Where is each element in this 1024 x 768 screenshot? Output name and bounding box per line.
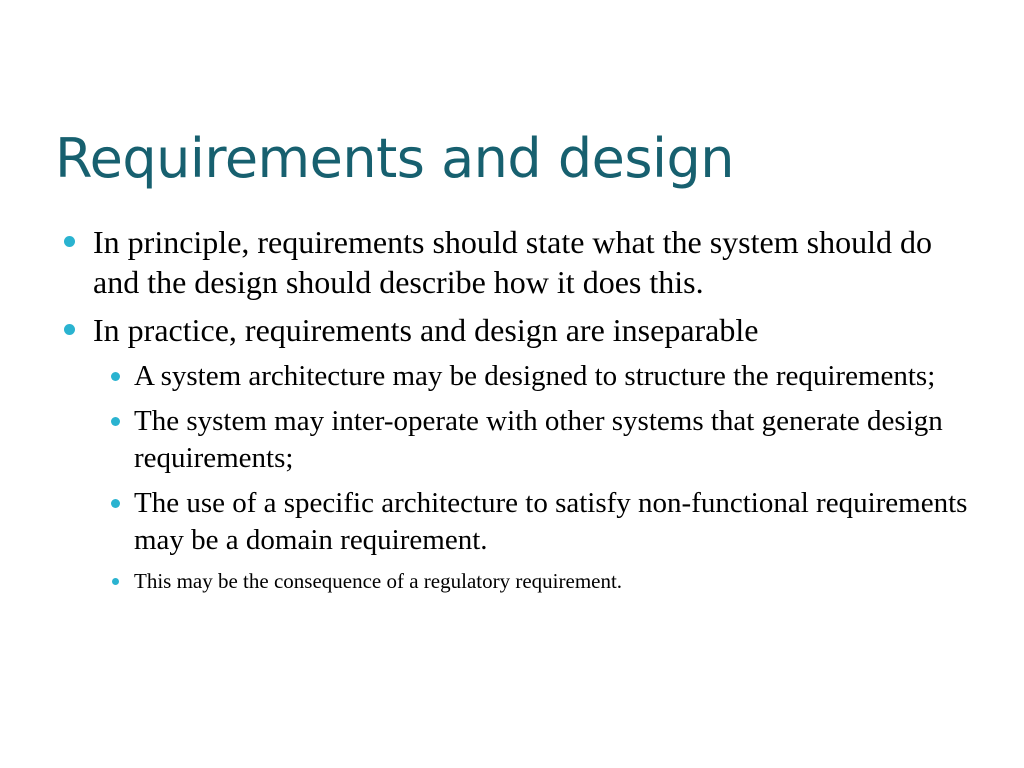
- bullet-item: [60, 310, 980, 350]
- bullet-list: [60, 222, 980, 595]
- sub-bullet-item: [60, 485, 980, 559]
- bullet-dot-icon: [64, 236, 75, 247]
- sub-bullet-item: [60, 403, 980, 477]
- sub-sub-bullet-text: This may be the consequence of a regulatory requirement.: [134, 569, 623, 593]
- bullet-dot-icon: [64, 324, 75, 335]
- slide-title: Requirements and design: [55, 127, 734, 190]
- bullet-dot-icon: [111, 499, 120, 508]
- bullet-dot-icon: [111, 417, 120, 426]
- bullet-dot-icon: [112, 578, 119, 585]
- sub-bullet-text: The system may inter-operate with other systems that generate design requirements;: [134, 405, 943, 474]
- bullet-text: In practice, requirements and design are inseparable: [93, 312, 759, 348]
- sub-bullet-text: The use of a specific architecture to satisfy non-functional requirements may be a domain requirement.: [134, 487, 968, 556]
- sub-bullet-item: [60, 358, 980, 395]
- sub-bullet-text: A system architecture may be designed to structure the requirements;: [134, 360, 936, 392]
- bullet-text: In principle, requirements should state what the system should do and the design should describe how it does this.: [93, 224, 932, 300]
- bullet-dot-icon: [111, 372, 120, 381]
- sub-sub-bullet-item: [60, 567, 980, 595]
- bullet-item: [60, 222, 980, 302]
